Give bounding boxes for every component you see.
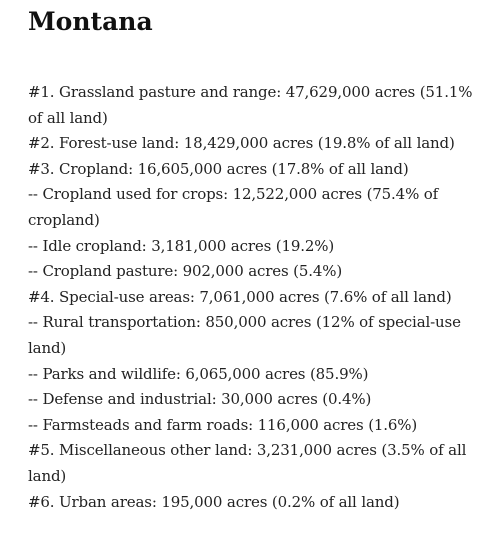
list-item: #2. Forest-use land: 18,429,000 acres (19.8% of all land) — [28, 134, 455, 153]
page-title: Montana — [28, 7, 153, 36]
land-use-list — [28, 80, 490, 515]
list-item: -- Defense and industrial: 30,000 acres (0.4%) — [28, 390, 372, 409]
list-item: #3. Cropland: 16,605,000 acres (17.8% of all land) — [28, 159, 409, 178]
list-item: -- Idle cropland: 3,181,000 acres (19.2%) — [28, 236, 335, 255]
list-item: -- Farmsteads and farm roads: 116,000 acres (1.6%) — [28, 415, 418, 434]
list-item: -- Cropland pasture: 902,000 acres (5.4%) — [28, 262, 343, 281]
article — [28, 0, 490, 515]
list-item: #4. Special-use areas: 7,061,000 acres (7.6% of all land) — [28, 287, 452, 306]
list-item: #6. Urban areas: 195,000 acres (0.2% of all land) — [28, 492, 400, 511]
list-item: -- Parks and wildlife: 6,065,000 acres (85.9%) — [28, 364, 369, 383]
list-item: -- Cropland used for crops: 12,522,000 acres (75.4% of cropland) — [28, 185, 439, 229]
list-item: -- Rural transportation: 850,000 acres (12% of special-use land) — [28, 313, 461, 357]
list-item: #5. Miscellaneous other land: 3,231,000 acres (3.5% of all land) — [28, 441, 467, 485]
list-item: #1. Grassland pasture and range: 47,629,000 acres (51.1% of all land) — [28, 83, 473, 127]
